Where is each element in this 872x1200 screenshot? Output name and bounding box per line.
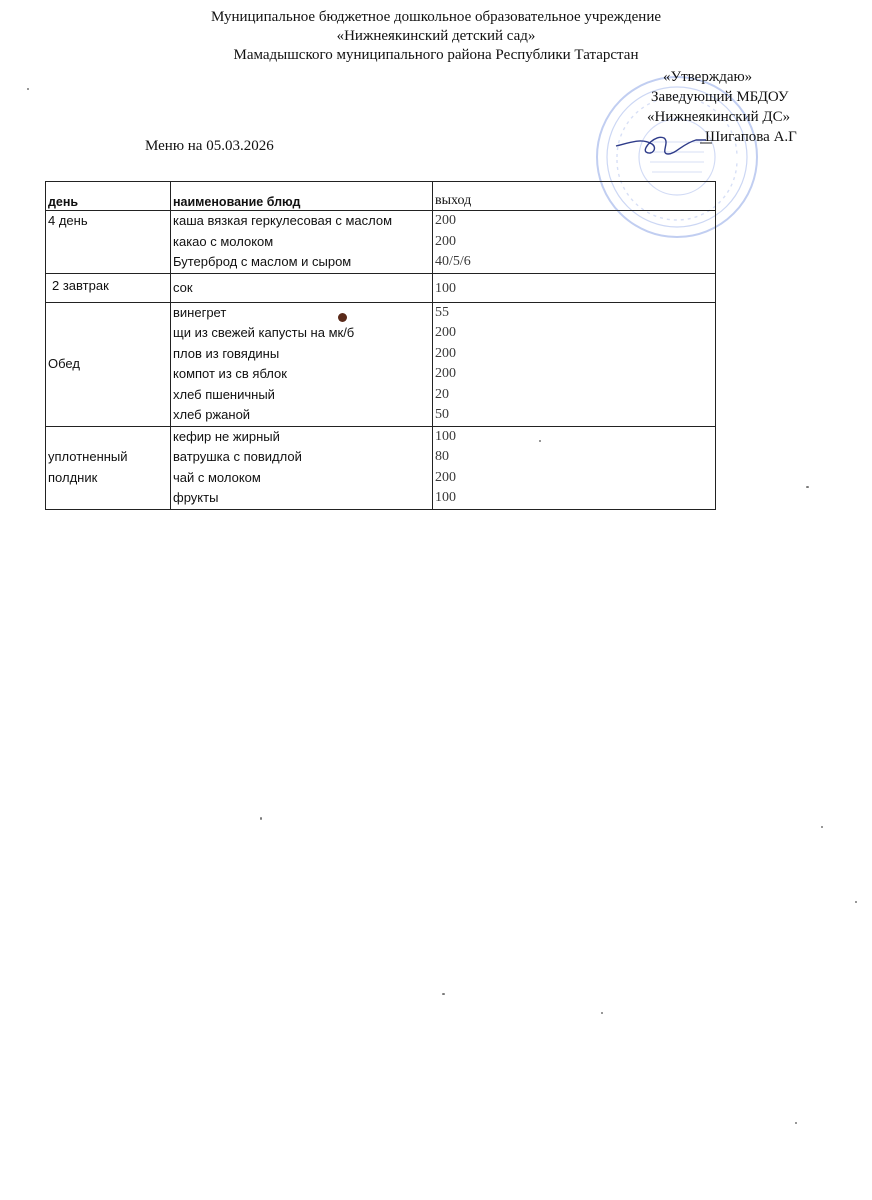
dish-name: хлеб пшеничный <box>173 386 275 402</box>
dish-name: Бутерброд с маслом и сыром <box>173 254 352 269</box>
output-value: 200 <box>435 469 456 485</box>
outputs-cell <box>433 302 716 426</box>
menu-title: Меню на 05.03.2026 <box>145 138 274 154</box>
scan-speck <box>260 817 262 820</box>
header-output: выход <box>433 182 716 211</box>
output-value: 55 <box>435 304 449 320</box>
output-value: 200 <box>435 325 456 340</box>
dish-name: хлеб ржаной <box>173 407 251 422</box>
dishes-cell <box>171 211 433 274</box>
approval-position: Заведующий МБДОУ <box>651 89 789 105</box>
org-name-line-3: Мамадышского муниципального района Республики Татарстан <box>233 47 639 63</box>
org-name-line-1: Муниципальное бюджетное дошкольное образовательное учреждение <box>211 9 661 25</box>
output-value: 40/5/6 <box>435 254 471 269</box>
org-name-line-2: «Нижнеякинский детский сад» <box>336 28 536 44</box>
dish-name: каша вязкая геркулесовая с маслом <box>173 213 393 228</box>
output-value: 50 <box>435 407 449 422</box>
header-dish: наименование блюд <box>171 182 433 211</box>
meal-cell <box>46 211 171 274</box>
approval-caption: «Утверждаю» <box>663 69 753 85</box>
table-row <box>46 273 716 302</box>
output-value: 100 <box>435 490 456 505</box>
meal-name: уплотненный полдник <box>48 449 128 485</box>
scan-speck <box>855 901 857 903</box>
dish-name: ватрушка с повидлой <box>173 449 302 464</box>
dish-name: щи из свежей капусты на мк/б <box>173 325 355 340</box>
meal-name: 2 завтрак <box>52 277 109 293</box>
meal-name: 4 день <box>48 213 88 228</box>
output-value: 100 <box>435 280 456 296</box>
dish-name: винегрет <box>173 304 227 320</box>
outputs-cell <box>433 426 716 509</box>
meal-name: Обед <box>48 355 80 371</box>
signature <box>612 124 712 164</box>
ink-blot <box>338 313 347 322</box>
dish-name: кефир не жирный <box>173 428 280 444</box>
dishes-cell <box>171 273 433 302</box>
dish-name: фрукты <box>173 490 219 505</box>
output-value: 100 <box>435 428 456 444</box>
output-value: 200 <box>435 366 456 381</box>
output-value: 200 <box>435 345 456 361</box>
output-value: 200 <box>435 213 456 228</box>
output-value: 80 <box>435 449 449 464</box>
dishes-cell <box>171 426 433 509</box>
approval-organization: «Нижнеякинский ДС» <box>647 109 791 125</box>
dish-name: какао с молоком <box>173 233 274 249</box>
dish-name: компот из св яблок <box>173 366 287 381</box>
dishes-cell <box>171 302 433 426</box>
scan-speck <box>27 88 29 90</box>
table-row <box>46 302 716 426</box>
scan-speck <box>795 1122 797 1124</box>
table-header-row <box>46 182 716 211</box>
dish-name: плов из говядины <box>173 345 280 361</box>
meal-cell <box>46 302 171 426</box>
table-row <box>46 211 716 274</box>
output-value: 20 <box>435 386 449 402</box>
scan-speck <box>821 826 823 828</box>
dish-name: чай с молоком <box>173 469 261 485</box>
approval-name: Шигапова А.Г <box>705 129 797 145</box>
scan-speck <box>442 993 445 995</box>
table-row <box>46 426 716 509</box>
header-day: день <box>46 182 171 211</box>
scan-speck <box>601 1012 603 1014</box>
dish-name: сок <box>173 279 193 295</box>
scan-speck <box>539 440 541 442</box>
outputs-cell <box>433 273 716 302</box>
outputs-cell <box>433 211 716 274</box>
meal-cell <box>46 273 171 302</box>
output-value: 200 <box>435 233 456 249</box>
meal-cell <box>46 426 171 509</box>
scan-speck <box>806 486 809 488</box>
menu-table <box>45 181 716 510</box>
